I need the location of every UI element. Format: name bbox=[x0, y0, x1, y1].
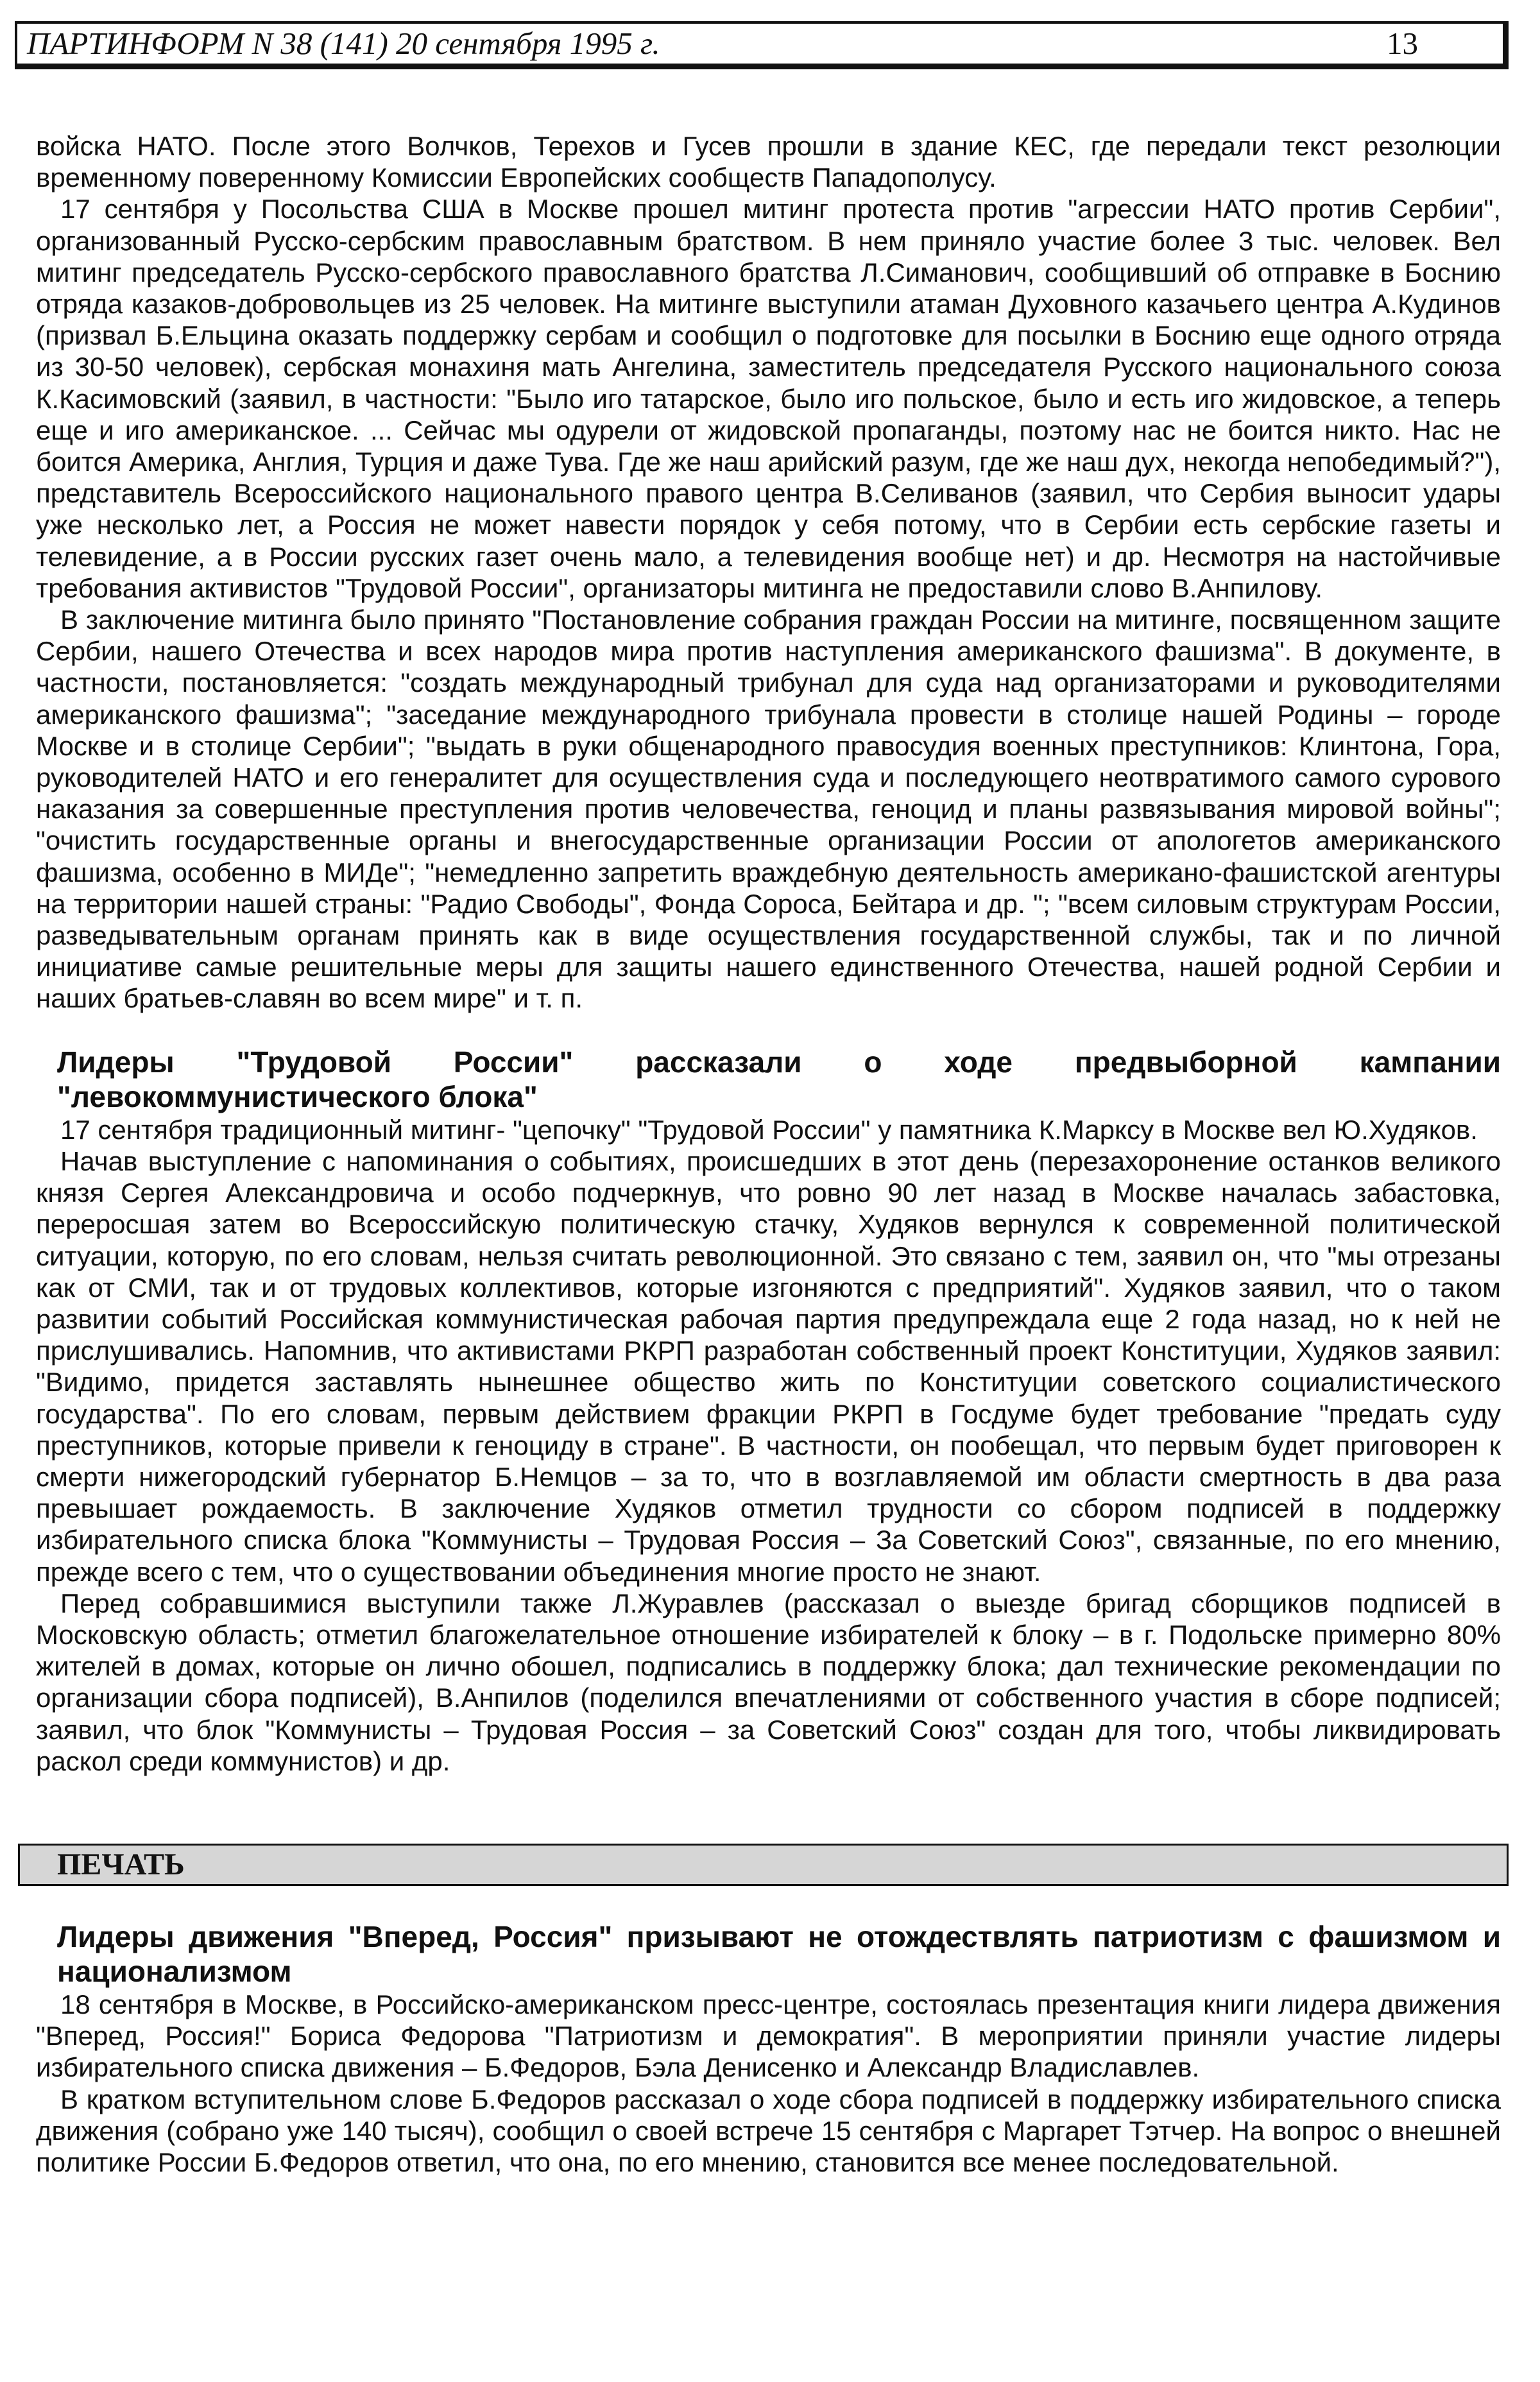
article-headline: Лидеры "Трудовой России" рассказали о ходе предвыборной кампании "левокоммунистического блока" bbox=[57, 1045, 1501, 1113]
article-continued bbox=[36, 130, 1501, 1015]
section-bar bbox=[18, 1844, 1509, 1886]
page-content bbox=[36, 130, 1501, 2178]
publication-title: ПАРТИНФОРМ N 38 (141) 20 сентября 1995 г. bbox=[27, 26, 660, 61]
section-title: ПЕЧАТЬ bbox=[57, 1847, 185, 1881]
paragraph: Начав выступление с напоминания о событиях, происшедших в этот день (перезахоронение останков великого князя Сергея Александровича и особо подчеркнув, что ровно 90 лет назад в Москве началась забастовка, переросшая затем во Всероссийскую политическую стачку, Худяков вернулся к современной политической ситуации, которую, по его словам, нельзя считать революционной. Это связано с тем, заявил он, что "мы отрезаны как от СМИ, так и от трудовых коллективов, которые изгоняются с предприятий". Худяков заявил, что о таком развитии событий Российская коммунистическая рабочая партия предупреждала еще 2 года назад, но к ней не прислушивались. Напомнив, что активистами РКРП разработан собственный проект Конституции, Худяков заявил: "Видимо, придется заставлять нынешнее общество жить по Конституции советского социалистического государства". По его словам, первым действием фракции РКРП в Госдуме будет требование "предать суду преступников, которые привели к геноциду в стране". В частности, он пообещал, что первым будет приговорен к смерти нижегородский губернатор Б.Немцов – за то, что в возглавляемой им области смертность в два раза превышает рождаемость. В заключение Худяков отметил трудности со сбором подписей в поддержку избирательного списка блока "Коммунисты – Трудовая Россия – За Советский Союз", связанные, по его мнению, прежде всего с тем, что о существовании объединения многие просто не знают. bbox=[36, 1145, 1501, 1587]
paragraph: 17 сентября традиционный митинг- "цепочку" "Трудовой России" у памятника К.Марксу в Москве вел Ю.Худяков. bbox=[60, 1114, 1478, 1145]
paragraph: В заключение митинга было принято "Постановление собрания граждан России на митинге, посвященном защите Сербии, нашего Отечества и всех народов мира против наступления американского фашизма". В документе, в частности, постановляется: "создать международный трибунал для суда над организаторами и руководителями американского фашизма"; "заседание международного трибунала провести в столице нашей Родины – городе Москве и в столице Сербии"; "выдать в руки общенародного правосудия военных преступников: Клинтона, Гора, руководителей НАТО и его генералитет для осуществления суда и последующего неотвратимого самого сурового наказания за совершенные преступления против человечества, геноцид и планы развязывания мировой войны"; "очистить государственные органы и внегосударственные организации России от апологетов американского фашизма, особенно в МИДе"; "немедленно запретить враждебную деятельность американо-фашистской агентуры на территории нашей страны: "Радио Свободы", Фонда Сороса, Бейтара и др. "; "всем силовым структурам России, разведывательным органам принять как в виде осуществления государственной службы, так и по личной инициативе самые решительные меры для защиты нашего единственного Отечества, нашей родной Сербии и наших братьев-славян во всем мире" и т. п. bbox=[36, 604, 1501, 1014]
page-header bbox=[15, 21, 1509, 69]
page-number: 13 bbox=[1387, 26, 1418, 61]
article-headline: Лидеры движения "Вперед, Россия" призывают не отождествлять патриотизм с фашизмом и национализмом bbox=[57, 1919, 1501, 1988]
paragraph: Перед собравшимися выступили также Л.Журавлев (рассказал о выезде бригад сборщиков подписей в Московскую область; отметил благожелательное отношение избирателей к блоку – в г. Подольске примерно 80% жителей в домах, которые он лично обошел, подписались в поддержку блока; дал технические рекомендации по организации сбора подписей), В.Анпилов (поделился впечатлениями от собственного участия в сборе подписей; заявил, что блок "Коммунисты – Трудовая Россия – за Советский Союз" создан для того, чтобы ликвидировать раскол среди коммунистов) и др. bbox=[36, 1588, 1501, 1776]
paragraph: В кратком вступительном слове Б.Федоров рассказал о ходе сбора подписей в поддержку избирательного списка движения (собрано уже 140 тысяч), сообщил о своей встрече 15 сентября с Маргарет Тэтчер. На вопрос о внешней политике России Б.Федоров ответил, что она, по его мнению, становится все менее последовательной. bbox=[36, 2084, 1501, 2177]
article-trudovaya-rossiya bbox=[36, 1045, 1501, 1777]
paragraph: 18 сентября в Москве, в Российско-американском пресс-центре, состоялась презентация книги лидера движения "Вперед, Россия!" Бориса Федорова "Патриотизм и демократия". В мероприятии приняли участие лидеры избирательного списка движения – Б.Федоров, Бэла Денисенко и Александр Владиславлев. bbox=[36, 1989, 1501, 2083]
paragraph: 17 сентября у Посольства США в Москве прошел митинг протеста против "агрессии НАТО против Сербии", организованный Русско-сербским православным братством. В нем приняло участие более 3 тыс. человек. Вел митинг председатель Русско-сербского православного братства Л.Симанович, сообщивший об отправке в Боснию отряда казаков-добровольцев из 25 человек. На митинге выступили атаман Духовного казачьего центра А.Кудинов (призвал Б.Ельцина оказать поддержку сербам и сообщил о подготовке для посылки в Боснию еще одного отряда из 30-50 человек), сербская монахиня мать Ангелина, заместитель председателя Русского национального союза К.Касимовский (заявил, в частности: "Было иго татарское, было иго польское, было и есть иго жидовское, а теперь еще и иго американское. ... Сейчас мы одурели от жидовской пропаганды, поэтому нас не боится никто. Нас не боится Америка, Англия, Турция и даже Тува. Где же наш арийский разум, где же наш дух, некогда непобедимый?"), представитель Всероссийского национального правого центра В.Селиванов (заявил, что Сербия выносит удары уже несколько лет, а Россия не может навести порядок у себя потому, что в Сербии есть сербские газеты и телевидение, а в России русских газет очень мало, а телевидения вообще нет) и др. Несмотря на настойчивые требования активистов "Трудовой России", организаторы митинга не предоставили слово В.Анпилову. bbox=[36, 194, 1501, 603]
article-vpered-rossiya bbox=[36, 1919, 1501, 2178]
paragraph: войска НАТО. После этого Волчков, Терехов и Гусев прошли в здание КЕС, где передали текст резолюции временному поверенному Комиссии Европейских сообществ Пападополусу. bbox=[36, 131, 1501, 193]
